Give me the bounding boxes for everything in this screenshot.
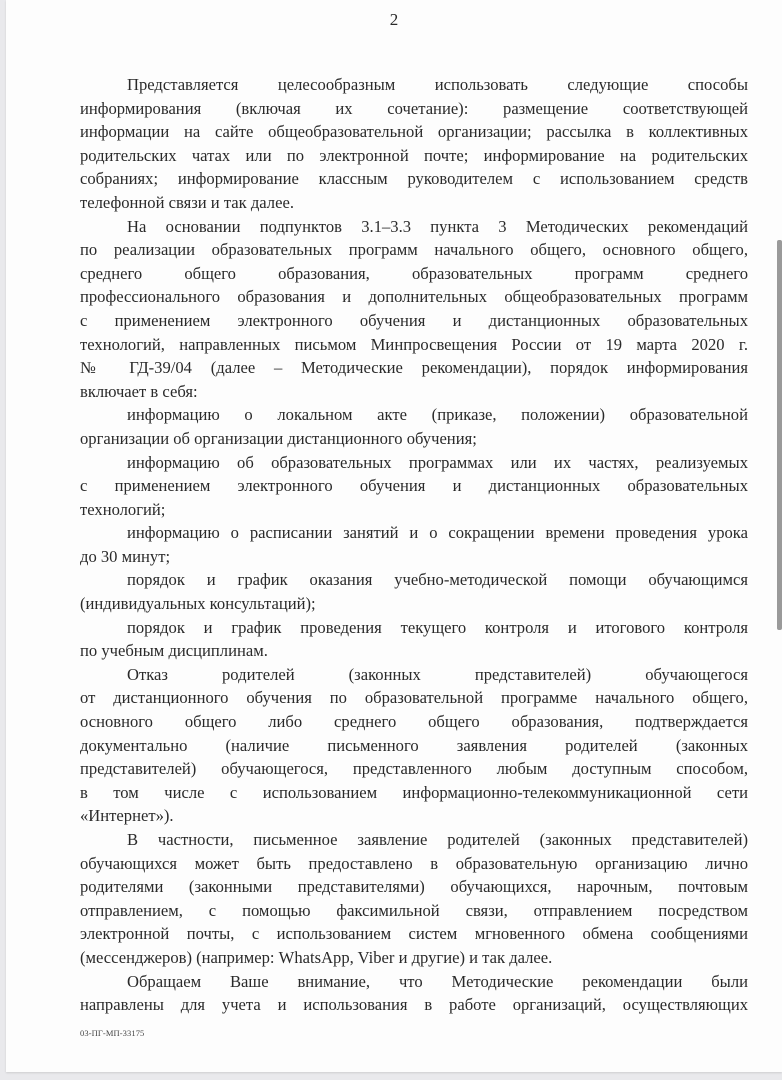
text-line: Отказ родителей (законных представителей) обучающегося xyxy=(127,664,748,684)
text-line: электронной почты, с использованием систем мгновенного обмена сообщениями xyxy=(80,924,748,944)
paragraph xyxy=(80,616,748,663)
text-line: представителей) обучающегося, представленного любым доступным способом, xyxy=(80,759,748,779)
document-page xyxy=(6,0,782,1072)
text-line: с применением электронного обучения и дистанционных образовательных xyxy=(80,310,748,330)
text-line: до 30 минут; xyxy=(80,546,171,566)
text-line: Представляется целесообразным использовать следующие способы xyxy=(127,75,748,94)
text-line: документально (наличие письменного заявления родителей (законных xyxy=(80,735,748,755)
text-line: информацию о расписании занятий и о сокращении времени проведения урока xyxy=(127,523,748,543)
text-line: информацию о локальном акте (приказе, положении) образовательной xyxy=(127,405,748,425)
text-line: порядок и график оказания учебно-методической помощи обучающимся xyxy=(127,570,748,590)
text-line: в том числе с использованием информационно-телекоммуникационной сети xyxy=(80,782,748,802)
paragraph xyxy=(80,403,748,450)
text-line: родительских чатах или по электронной почте; информирование на родительских xyxy=(80,145,748,165)
text-line: отправлением, с помощью факсимильной связи, отправлением посредством xyxy=(80,900,748,920)
paragraph xyxy=(80,970,748,1017)
paragraph xyxy=(80,828,748,970)
text-line: от дистанционного обучения по образовательной программе начального общего, xyxy=(80,688,748,708)
text-line: порядок и график проведения текущего контроля и итогового контроля xyxy=(127,617,748,637)
text-line: по учебным дисциплинам. xyxy=(80,641,268,661)
text-line: (индивидуальных консультаций); xyxy=(80,594,316,614)
document-body xyxy=(80,73,748,1017)
text-line: собраниях; информирование классным руководителем с использованием средств xyxy=(80,169,748,189)
text-line: информирования (включая их сочетание): размещение соответствующей xyxy=(80,98,748,118)
paragraph xyxy=(80,215,748,404)
text-line: по реализации образовательных программ начального общего, основного общего, xyxy=(80,240,748,260)
text-line: информацию об образовательных программах или их частях, реализуемых xyxy=(127,452,748,472)
text-line: с применением электронного обучения и дистанционных образовательных xyxy=(80,476,748,496)
footer-code: 03-ПГ-МП-33175 xyxy=(80,1028,145,1038)
text-line: профессионального образования и дополнительных общеобразовательных программ xyxy=(80,287,748,307)
paragraph xyxy=(80,521,748,568)
page-number: 2 xyxy=(389,10,399,29)
text-line: технологий, направленных письмом Минпросвещения России от 19 марта 2020 г. xyxy=(80,334,748,354)
text-line: организации об организации дистанционного обучения; xyxy=(80,428,477,448)
text-line: основного общего либо среднего общего образования, подтверждается xyxy=(80,712,748,732)
paragraph xyxy=(80,663,748,828)
text-line: обучающихся может быть предоставлено в образовательную организацию лично xyxy=(80,853,748,873)
text-line: «Интернет»). xyxy=(80,806,174,826)
paragraph xyxy=(80,73,748,215)
text-line: № ГД-39/04 (далее – Методические рекомендации), порядок информирования xyxy=(80,358,748,378)
text-line: включает в себя: xyxy=(80,381,198,401)
text-line: среднего общего образования, образовательных программ среднего xyxy=(80,263,748,283)
text-line: технологий; xyxy=(80,499,166,519)
text-line: Обращаем Ваше внимание, что Методические рекомендации были xyxy=(127,971,748,991)
text-line: телефонной связи и так далее. xyxy=(80,192,294,212)
text-line: В частности, письменное заявление родителей (законных представителей) xyxy=(127,830,748,849)
text-line: родителями (законными представителями) обучающихся, нарочным, почтовым xyxy=(80,877,748,897)
text-line: информации на сайте общеобразовательной организации; рассылка в коллективных xyxy=(80,122,748,142)
scrollbar-thumb[interactable] xyxy=(777,240,782,630)
text-line: На основании подпунктов 3.1–3.3 пункта 3 Методических рекомендаций xyxy=(127,216,748,236)
paragraph xyxy=(80,451,748,522)
text-line: (мессенджеров) (например: WhatsApp, Viber и другие) и так далее. xyxy=(80,947,553,967)
paragraph xyxy=(80,568,748,615)
text-line: направлены для учета и использования в работе организаций, осуществляющих xyxy=(80,995,748,1015)
